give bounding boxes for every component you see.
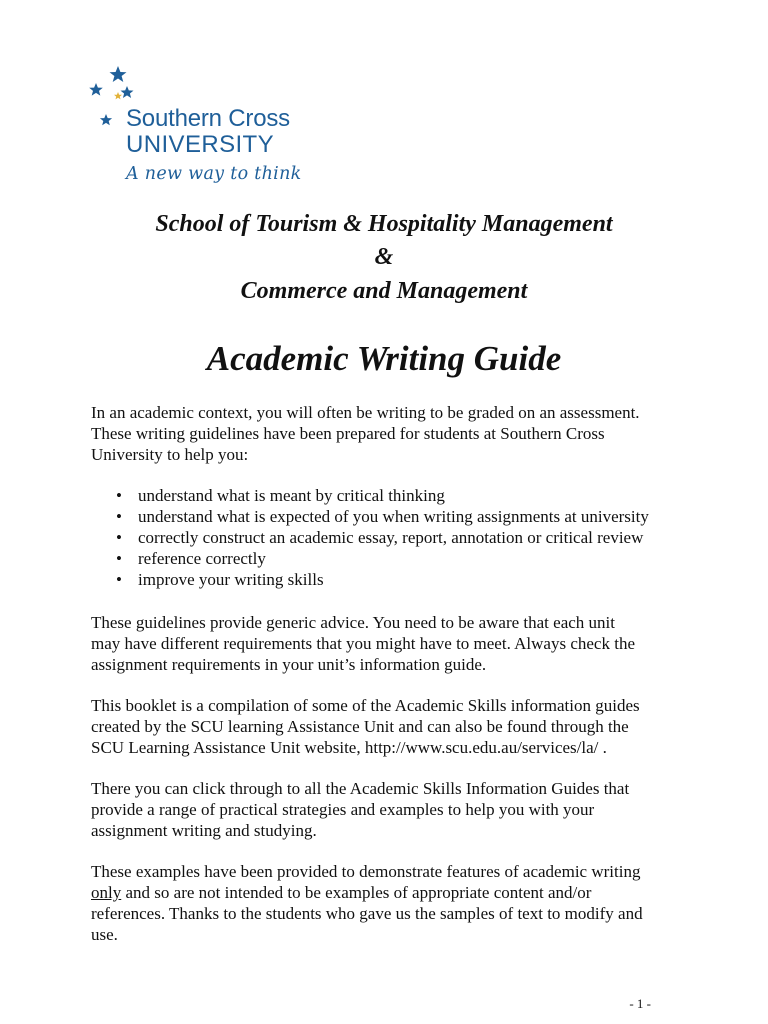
list-item-text: understand what is expected of you when writing assignments at university <box>138 507 649 526</box>
star-icon <box>100 114 112 125</box>
document-title: Academic Writing Guide <box>206 339 562 378</box>
list-item <box>91 569 731 590</box>
star-icon <box>89 83 103 96</box>
paragraph-line: These guidelines provide generic advice. You need to be aware that each unit <box>91 613 615 632</box>
paragraph-line: There you can click through to all the Academic Skills Information Guides that <box>91 779 630 798</box>
paragraph-line: may have different requirements that you might have to meet. Always check the <box>91 634 635 653</box>
school-heading: School of Tourism & Hospitality Management <box>155 211 613 237</box>
bullet-icon: • <box>116 528 122 547</box>
intro-paragraph <box>91 402 731 465</box>
paragraph-line: SCU Learning Assistance Unit website, http://www.scu.edu.au/services/la/ . <box>91 738 607 757</box>
logo-name-line2: UNIVERSITY <box>126 131 275 158</box>
examples-paragraph <box>91 861 731 945</box>
paragraph-line: created by the SCU learning Assistance Unit and can also be found through the <box>91 717 629 736</box>
list-item-text: reference correctly <box>138 549 266 568</box>
purpose-bullet-list <box>91 485 731 590</box>
star-icon <box>121 86 134 98</box>
paragraph-line: provide a range of practical strategies and examples to help you with your <box>91 800 595 819</box>
bullet-icon: • <box>116 486 122 505</box>
paragraph-line: references. Thanks to the students who gave us the samples of text to modify and <box>91 904 643 923</box>
booklet-paragraph <box>91 695 731 758</box>
star-icon <box>110 66 127 82</box>
paragraph-line: use. <box>91 925 118 944</box>
list-item <box>91 527 731 548</box>
star-accent-icon <box>114 92 122 99</box>
paragraph-line: These examples have been provided to demonstrate features of academic writing <box>91 862 641 881</box>
list-item <box>91 548 731 569</box>
paragraph-line: assignment writing and studying. <box>91 821 317 840</box>
paragraph-line: assignment requirements in your unit’s information guide. <box>91 655 487 674</box>
list-item-text: correctly construct an academic essay, report, annotation or critical review <box>138 528 644 547</box>
faculty-heading: Commerce and Management <box>240 278 528 304</box>
underlined-word: only <box>91 883 122 902</box>
paragraph-line: These writing guidelines have been prepared for students at Southern Cross <box>91 424 605 443</box>
bullet-icon: • <box>116 570 122 589</box>
university-logo <box>88 62 338 192</box>
list-item-text: understand what is meant by critical thinking <box>138 486 445 505</box>
ampersand-heading: & <box>374 244 394 270</box>
generic-advice-paragraph <box>91 612 731 675</box>
paragraph-line: In an academic context, you will often be writing to be graded on an assessment. <box>91 403 640 422</box>
guides-paragraph <box>91 778 731 841</box>
list-item <box>91 485 731 506</box>
bullet-icon: • <box>116 549 122 568</box>
paragraph-line: University to help you: <box>91 445 249 464</box>
logo-name-line1: Southern Cross <box>126 105 290 132</box>
list-item-text: improve your writing skills <box>138 570 324 589</box>
paragraph-line: This booklet is a compilation of some of the Academic Skills information guides <box>91 696 640 715</box>
logo-tagline: A new way to think <box>126 164 302 184</box>
list-item <box>91 506 731 527</box>
paragraph-line <box>91 882 731 903</box>
paragraph-line-rest: and so are not intended to be examples of appropriate content and/or <box>121 883 592 902</box>
bullet-icon: • <box>116 507 122 526</box>
page-number: - 1 - <box>629 996 651 1011</box>
